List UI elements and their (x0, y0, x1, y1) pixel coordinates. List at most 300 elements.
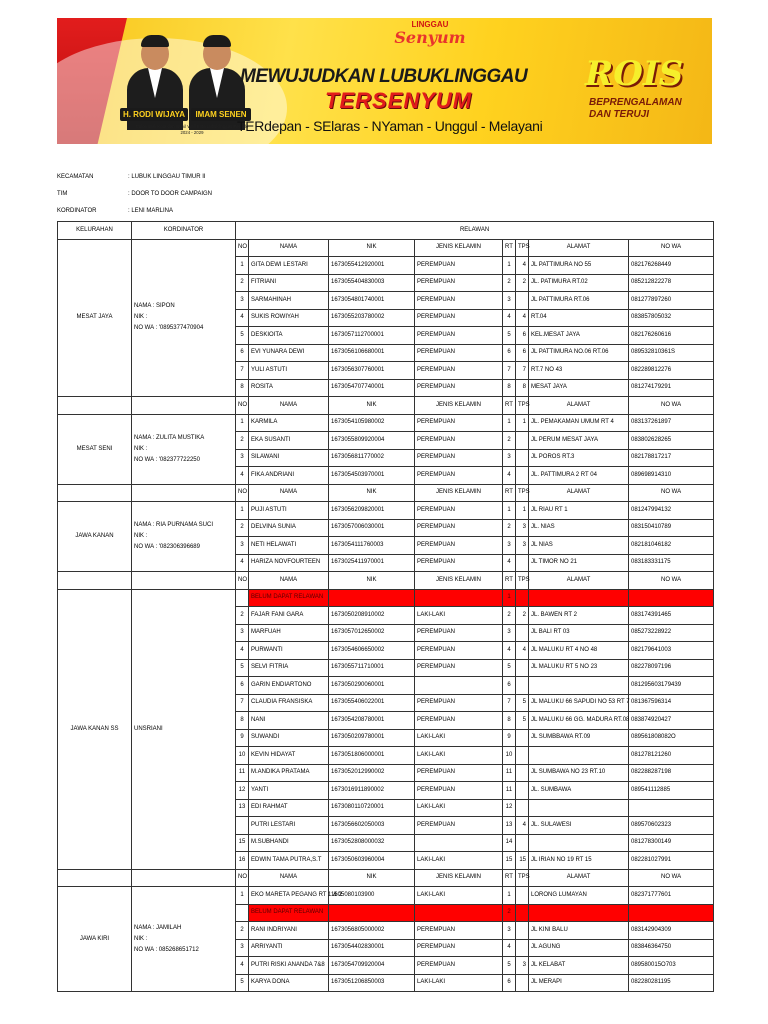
cell-tps (516, 554, 529, 572)
cell-no: 2 (236, 432, 249, 450)
cell-tps: 4 (516, 817, 529, 835)
cell-jk: PEREMPUAN (415, 502, 503, 520)
cell-alamat: JL PATTIMURA NO 55 (529, 257, 629, 275)
cell-alamat: LORONG LUMAYAN (529, 887, 629, 905)
cell-jk: PEREMPUAN (415, 379, 503, 397)
cell-nik: 1673055711710001 (329, 659, 415, 677)
cell-wa: 082280281195 (629, 974, 714, 992)
cell-jk: PEREMPUAN (415, 554, 503, 572)
cell-rt: 6 (503, 677, 516, 695)
cell-nik (329, 589, 415, 607)
subheader-nik: NIK (329, 869, 415, 887)
cell-no: 1 (236, 414, 249, 432)
cell-nama: EKO MARETA PEGANG RT 1 & 2 (249, 887, 329, 905)
cell-tps (516, 729, 529, 747)
kordinator-nik: NIK : (134, 314, 148, 321)
cell-jk: LAKI-LAKI (415, 729, 503, 747)
cell-rt: 8 (503, 712, 516, 730)
cell-nik: 1673054503970001 (329, 467, 415, 485)
cell-nik: 1673025411970001 (329, 554, 415, 572)
rois-subtitle-line2: DAN TERUJI (589, 109, 650, 120)
rois-subtitle-line1: BEPRENGALAMAN (589, 97, 682, 108)
cell-no: 1 (236, 257, 249, 275)
cell-alamat (529, 904, 629, 922)
cell-jk: PEREMPUAN (415, 327, 503, 345)
cell-nama: SUKIS ROWIYAH (249, 309, 329, 327)
cell-tps (516, 922, 529, 940)
table-row (58, 414, 714, 432)
cell-jk: PEREMPUAN (415, 362, 503, 380)
cell-rt: 14 (503, 834, 516, 852)
cell-rt: 1 (503, 502, 516, 520)
cell-wa: 083183331175 (629, 554, 714, 572)
cell-tps (516, 292, 529, 310)
cell-nama: NETI HELAWATI (249, 537, 329, 555)
kordinator-nik: NIK : (134, 533, 148, 539)
subheader-jenis_kelamin: JENIS KELAMIN (415, 397, 503, 415)
table-row (58, 589, 714, 607)
subheader-tps: TPS (516, 484, 529, 502)
cell-wa: 081278121260 (629, 747, 714, 765)
cell-nik: 1673051206850003 (329, 974, 415, 992)
cell-nama: SILAWANI (249, 449, 329, 467)
cell-tps (516, 782, 529, 800)
cell-rt: 3 (503, 292, 516, 310)
cell-jk: PEREMPUAN (415, 274, 503, 292)
cell-rt: 4 (503, 939, 516, 957)
cell-no: 13 (236, 799, 249, 817)
cell-alamat: JL AGUNG (529, 939, 629, 957)
headline: MEWUJUDKAN LUBUKLINGGAU (240, 66, 528, 87)
kordinator-nama: NAMA : RIA PURNAMA SUCI (134, 522, 214, 528)
subheader-nama: NAMA (249, 239, 329, 257)
cell-no: 3 (236, 939, 249, 957)
cell-wa (629, 904, 714, 922)
kecamatan-value: : LUBUK LINGGAU TIMUR II (128, 174, 206, 180)
subheader-alamat: ALAMAT (529, 239, 629, 257)
cell-no: 5 (236, 659, 249, 677)
cell-jk: PEREMPUAN (415, 519, 503, 537)
relawan-table (57, 221, 714, 992)
cell-nik: 1673055203780002 (329, 309, 415, 327)
cell-nama: ROSITA (249, 379, 329, 397)
cell-no: 5 (236, 327, 249, 345)
cell-tps (516, 467, 529, 485)
cell-tps: 8 (516, 379, 529, 397)
cell-nama: GARIN ENDIARTONO (249, 677, 329, 695)
cell-nik: 1673057112700001 (329, 327, 415, 345)
blank-cell (58, 572, 132, 590)
cell-alamat: JL PATTIMURA NO.06 RT.06 (529, 344, 629, 362)
cell-nama: FIKA ANDRIANI (249, 467, 329, 485)
subheader-tps: TPS (516, 239, 529, 257)
cell-rt: 2 (503, 904, 516, 922)
kordinator-cell (132, 589, 236, 869)
subheader-row (58, 484, 714, 502)
cell-tps: 1 (516, 414, 529, 432)
cell-rt: 5 (503, 957, 516, 975)
cell-rt: 4 (503, 642, 516, 660)
cell-nama: KARMILA (249, 414, 329, 432)
cell-no: 2 (236, 519, 249, 537)
kelurahan-cell: MESAT SENI (58, 414, 132, 484)
cell-wa: 082181046182 (629, 537, 714, 555)
cell-alamat: JL KINI BALU (529, 922, 629, 940)
cell-jk: LAKI-LAKI (415, 799, 503, 817)
cell-no: 1 (236, 502, 249, 520)
cell-jk (415, 834, 503, 852)
rois-subtitle (589, 97, 682, 121)
cell-alamat: JL PERUM MESAT JAYA (529, 432, 629, 450)
cell-nama: PUJI ASTUTI (249, 502, 329, 520)
cell-wa: 083802628265 (629, 432, 714, 450)
subheader-row (58, 239, 714, 257)
cell-rt: 2 (503, 274, 516, 292)
cell-tps: 4 (516, 642, 529, 660)
cell-no: 16 (236, 852, 249, 870)
cell-tps (516, 974, 529, 992)
cell-wa: 089561808082O (629, 729, 714, 747)
cell-jk (415, 589, 503, 607)
cell-rt: 1 (503, 414, 516, 432)
subheader-nama: NAMA (249, 484, 329, 502)
cell-tps: 3 (516, 519, 529, 537)
subheader-nama: NAMA (249, 869, 329, 887)
blank-cell (132, 572, 236, 590)
cell-rt: 5 (503, 327, 516, 345)
subheader-no_wa: NO WA (629, 397, 714, 415)
cell-tps (516, 887, 529, 905)
cell-alamat: JL NIAS (529, 537, 629, 555)
cell-nik: 1673056106680001 (329, 344, 415, 362)
cell-no (236, 589, 249, 607)
cell-rt: 9 (503, 729, 516, 747)
cell-nik: 1673056209820001 (329, 502, 415, 520)
subheader-nama: NAMA (249, 572, 329, 590)
cell-jk: PEREMPUAN (415, 712, 503, 730)
kordinator-value: : LENI MARLINA (128, 208, 174, 214)
cell-nama: SARMAHINAH (249, 292, 329, 310)
subheader-tps: TPS (516, 397, 529, 415)
cell-nik: 1673056811770002 (329, 449, 415, 467)
cell-tps (516, 799, 529, 817)
cell-tps (516, 624, 529, 642)
cell-jk: PEREMPUAN (415, 659, 503, 677)
cell-jk: PEREMPUAN (415, 694, 503, 712)
cell-jk: LAKI-LAKI (415, 974, 503, 992)
cell-jk: PEREMPUAN (415, 309, 503, 327)
cell-rt: 6 (503, 344, 516, 362)
cell-nama: M.ANDIKA PRATAMA (249, 764, 329, 782)
cell-tps: 1 (516, 502, 529, 520)
cell-rt: 4 (503, 467, 516, 485)
cell-no: 3 (236, 449, 249, 467)
cell-no: 11 (236, 764, 249, 782)
kecamatan-label: KECAMATAN (57, 174, 94, 180)
cell-alamat: JL TIMOR NO 21 (529, 554, 629, 572)
subheader-row (58, 397, 714, 415)
cell-jk: PEREMPUAN (415, 344, 503, 362)
cell-tps (516, 764, 529, 782)
senyum-logo: Senyum (394, 28, 466, 47)
header-kordinator: KORDINATOR (132, 222, 236, 240)
cell-tps: 15 (516, 852, 529, 870)
cell-nama: EKA SUSANTI (249, 432, 329, 450)
cell-nama: PURWANTI (249, 642, 329, 660)
cell-no: 15 (236, 834, 249, 852)
cell-nik: 1673055406022001 (329, 694, 415, 712)
cell-wa: 082289812276 (629, 362, 714, 380)
cell-no (236, 817, 249, 835)
cell-wa: 082176268449 (629, 257, 714, 275)
cell-rt: 4 (503, 554, 516, 572)
cell-rt: 15 (503, 852, 516, 870)
subheader-tps: TPS (516, 869, 529, 887)
cell-rt: 11 (503, 782, 516, 800)
cell-rt: 4 (503, 309, 516, 327)
cell-rt: 3 (503, 537, 516, 555)
subheader-no: NO (236, 397, 249, 415)
subheader-rt: RT (503, 239, 516, 257)
cell-alamat: JL PATTIMURA RT.06 (529, 292, 629, 310)
table-row (58, 887, 714, 905)
cell-wa: 081278300149 (629, 834, 714, 852)
cell-nik: 1673080110720001 (329, 799, 415, 817)
cell-wa (629, 799, 714, 817)
cell-tps: 2 (516, 274, 529, 292)
cell-no: 4 (236, 467, 249, 485)
subheader-no_wa: NO WA (629, 239, 714, 257)
cell-tps: 2 (516, 607, 529, 625)
tim-value: : DOOR TO DOOR CAMPAIGN (128, 191, 213, 197)
cell-nama: M.SUBHANDI (249, 834, 329, 852)
subheader-no_wa: NO WA (629, 869, 714, 887)
cell-tps: 5 (516, 694, 529, 712)
cell-nama: YULI ASTUTI (249, 362, 329, 380)
cell-wa: 089570602323 (629, 817, 714, 835)
cell-jk: PEREMPUAN (415, 537, 503, 555)
cell-nama: EVI YUNARA DEWI (249, 344, 329, 362)
cell-jk (415, 677, 503, 695)
subheader-jenis_kelamin: JENIS KELAMIN (415, 869, 503, 887)
subheader-jenis_kelamin: JENIS KELAMIN (415, 572, 503, 590)
cell-tps (516, 904, 529, 922)
cell-nama: DELVINA SUNIA (249, 519, 329, 537)
cell-nama: PUTRI RISKI ANANDA 7&8 (249, 957, 329, 975)
cell-nama: SUWANDI (249, 729, 329, 747)
cell-wa: 089580015O703 (629, 957, 714, 975)
kordinator-nama: NAMA : JAMILAH (134, 924, 182, 931)
cell-jk: PEREMPUAN (415, 764, 503, 782)
cell-rt: 7 (503, 362, 516, 380)
cell-tps (516, 834, 529, 852)
cell-nama: HARIZA NOVFOURTEEN (249, 554, 329, 572)
cell-alamat: JL KELABAT (529, 957, 629, 975)
cell-wa: 083150410789 (629, 519, 714, 537)
cell-nik: 1673054606650002 (329, 642, 415, 660)
cell-nik: 1673055404830003 (329, 274, 415, 292)
kordinator-cell (132, 502, 236, 572)
cell-no: 3 (236, 537, 249, 555)
subheader-alamat: ALAMAT (529, 397, 629, 415)
subheader-jenis_kelamin: JENIS KELAMIN (415, 239, 503, 257)
blank-cell (58, 484, 132, 502)
cell-wa: 083846364750 (629, 939, 714, 957)
kordinator-nama: NAMA : ZULITA MUSTIKA (134, 434, 205, 441)
cell-wa: 089698914310 (629, 467, 714, 485)
cell-alamat: JL MALUKU RT 4 NO 48 (529, 642, 629, 660)
cell-nik: 1673054709920004 (329, 957, 415, 975)
subheader-nik: NIK (329, 239, 415, 257)
candidate1-name: H. RODI WIJAYA (120, 108, 188, 121)
cell-tps (516, 747, 529, 765)
cell-no: 6 (236, 344, 249, 362)
blank-cell (132, 869, 236, 887)
cell-nik: 1605080103900 (329, 887, 415, 905)
campaign-banner (57, 18, 712, 144)
cell-tps (516, 432, 529, 450)
subheader-rt: RT (503, 869, 516, 887)
cell-nik: 1673052808000032 (329, 834, 415, 852)
cell-nik: 1673054801740001 (329, 292, 415, 310)
cell-nama: DESKIOITA (249, 327, 329, 345)
cell-jk: PEREMPUAN (415, 939, 503, 957)
cell-tps: 4 (516, 309, 529, 327)
cell-wa: 083874920427 (629, 712, 714, 730)
subheader-nik: NIK (329, 397, 415, 415)
kordinator-nama: UNSRIANI (134, 725, 163, 732)
cell-nik: 1673055412920001 (329, 257, 415, 275)
blank-cell (132, 484, 236, 502)
cell-jk: PEREMPUAN (415, 957, 503, 975)
kordinator-nama: NAMA : SIPON (134, 303, 175, 310)
cell-nama: BELUM DAPAT RELAWAN (249, 589, 329, 607)
kordinator-cell (132, 414, 236, 484)
kordinator-cell (132, 239, 236, 397)
cell-alamat (529, 589, 629, 607)
cell-nama: YANTI (249, 782, 329, 800)
cell-wa: 083137261897 (629, 414, 714, 432)
cell-nik: 1673054707740001 (329, 379, 415, 397)
cell-wa: 082278097196 (629, 659, 714, 677)
cell-no: 8 (236, 379, 249, 397)
cell-no: 4 (236, 554, 249, 572)
cell-wa: 082288287198 (629, 764, 714, 782)
cell-nik: 1673054111760003 (329, 537, 415, 555)
cell-rt: 1 (503, 257, 516, 275)
cell-no: 2 (236, 922, 249, 940)
cell-rt: 2 (503, 519, 516, 537)
cell-rt: 8 (503, 379, 516, 397)
cell-no: 7 (236, 362, 249, 380)
cell-nik: 1673056602050003 (329, 817, 415, 835)
cell-wa: 089541112885 (629, 782, 714, 800)
cell-nik (329, 904, 415, 922)
cell-rt: 1 (503, 589, 516, 607)
cell-nik: 1673054402830001 (329, 939, 415, 957)
cell-alamat: RT.7 NO 43 (529, 362, 629, 380)
cell-no: 2 (236, 607, 249, 625)
cell-nik: 1673054105980002 (329, 414, 415, 432)
cell-tps (516, 589, 529, 607)
cell-jk: PEREMPUAN (415, 292, 503, 310)
cell-rt: 3 (503, 449, 516, 467)
cell-alamat: JL MALUKU 66 GG. MADURA RT.08 (529, 712, 629, 730)
cell-alamat (529, 799, 629, 817)
cell-alamat (529, 677, 629, 695)
subheader-alamat: ALAMAT (529, 572, 629, 590)
kelurahan-cell: JAWA KANAN (58, 502, 132, 572)
cell-alamat: JL MALUKU RT 5 NO 23 (529, 659, 629, 677)
cell-nik: 1673050208910002 (329, 607, 415, 625)
cell-wa: 081247994132 (629, 502, 714, 520)
cell-no: 10 (236, 747, 249, 765)
tim-label: TIM (57, 191, 68, 197)
cell-alamat: JL. SUMBAWA (529, 782, 629, 800)
cell-jk: LAKI-LAKI (415, 852, 503, 870)
cell-no: 4 (236, 957, 249, 975)
cell-rt: 11 (503, 764, 516, 782)
subheader-no_wa: NO WA (629, 572, 714, 590)
cell-jk: PEREMPUAN (415, 624, 503, 642)
cell-no: 3 (236, 624, 249, 642)
cell-rt: 10 (503, 747, 516, 765)
cell-rt: 2 (503, 607, 516, 625)
cell-alamat: JL IRIAN NO 19 RT 15 (529, 852, 629, 870)
cell-wa: 081295603179439 (629, 677, 714, 695)
cell-tps: 6 (516, 344, 529, 362)
cell-no: 9 (236, 729, 249, 747)
subheader-rt: RT (503, 572, 516, 590)
cell-nama: KEVIN HIDAYAT (249, 747, 329, 765)
cell-no: 1 (236, 887, 249, 905)
cell-nama: MARFUAH (249, 624, 329, 642)
cell-tps (516, 659, 529, 677)
cell-nik: 1673057012650002 (329, 624, 415, 642)
cell-alamat: JL POROS RT.3 (529, 449, 629, 467)
cell-nik: 1673056805000002 (329, 922, 415, 940)
cell-nama: EDI RAHMAT (249, 799, 329, 817)
cell-tps (516, 939, 529, 957)
cell-rt: 3 (503, 624, 516, 642)
cell-wa: 081367596314 (629, 694, 714, 712)
cell-no: 4 (236, 642, 249, 660)
kordinator-wa: NO WA : '082377722250 (134, 456, 200, 463)
cell-tps: 6 (516, 327, 529, 345)
cell-nama: KARYA DONA (249, 974, 329, 992)
table-row (58, 502, 714, 520)
cell-jk: PEREMPUAN (415, 467, 503, 485)
cell-jk: PEREMPUAN (415, 257, 503, 275)
cell-nik: 1673050209780001 (329, 729, 415, 747)
cell-nik: 1673050290060001 (329, 677, 415, 695)
cell-jk: PEREMPUAN (415, 817, 503, 835)
cell-nama: FAJAR FANI GARA (249, 607, 329, 625)
cell-nama: NANI (249, 712, 329, 730)
subheader-tps: TPS (516, 572, 529, 590)
cell-wa: 082176260616 (629, 327, 714, 345)
kordinator-wa: NO WA : 085268651712 (134, 946, 199, 953)
kordinator-cell (132, 887, 236, 992)
cell-tps: 7 (516, 362, 529, 380)
subheader-jenis_kelamin: JENIS KELAMIN (415, 484, 503, 502)
cell-jk: PEREMPUAN (415, 449, 503, 467)
cell-nik: 1673050603960004 (329, 852, 415, 870)
cell-jk: LAKI-LAKI (415, 607, 503, 625)
cell-no: 7 (236, 694, 249, 712)
cell-jk: LAKI-LAKI (415, 887, 503, 905)
cell-nik: 1673051806000001 (329, 747, 415, 765)
